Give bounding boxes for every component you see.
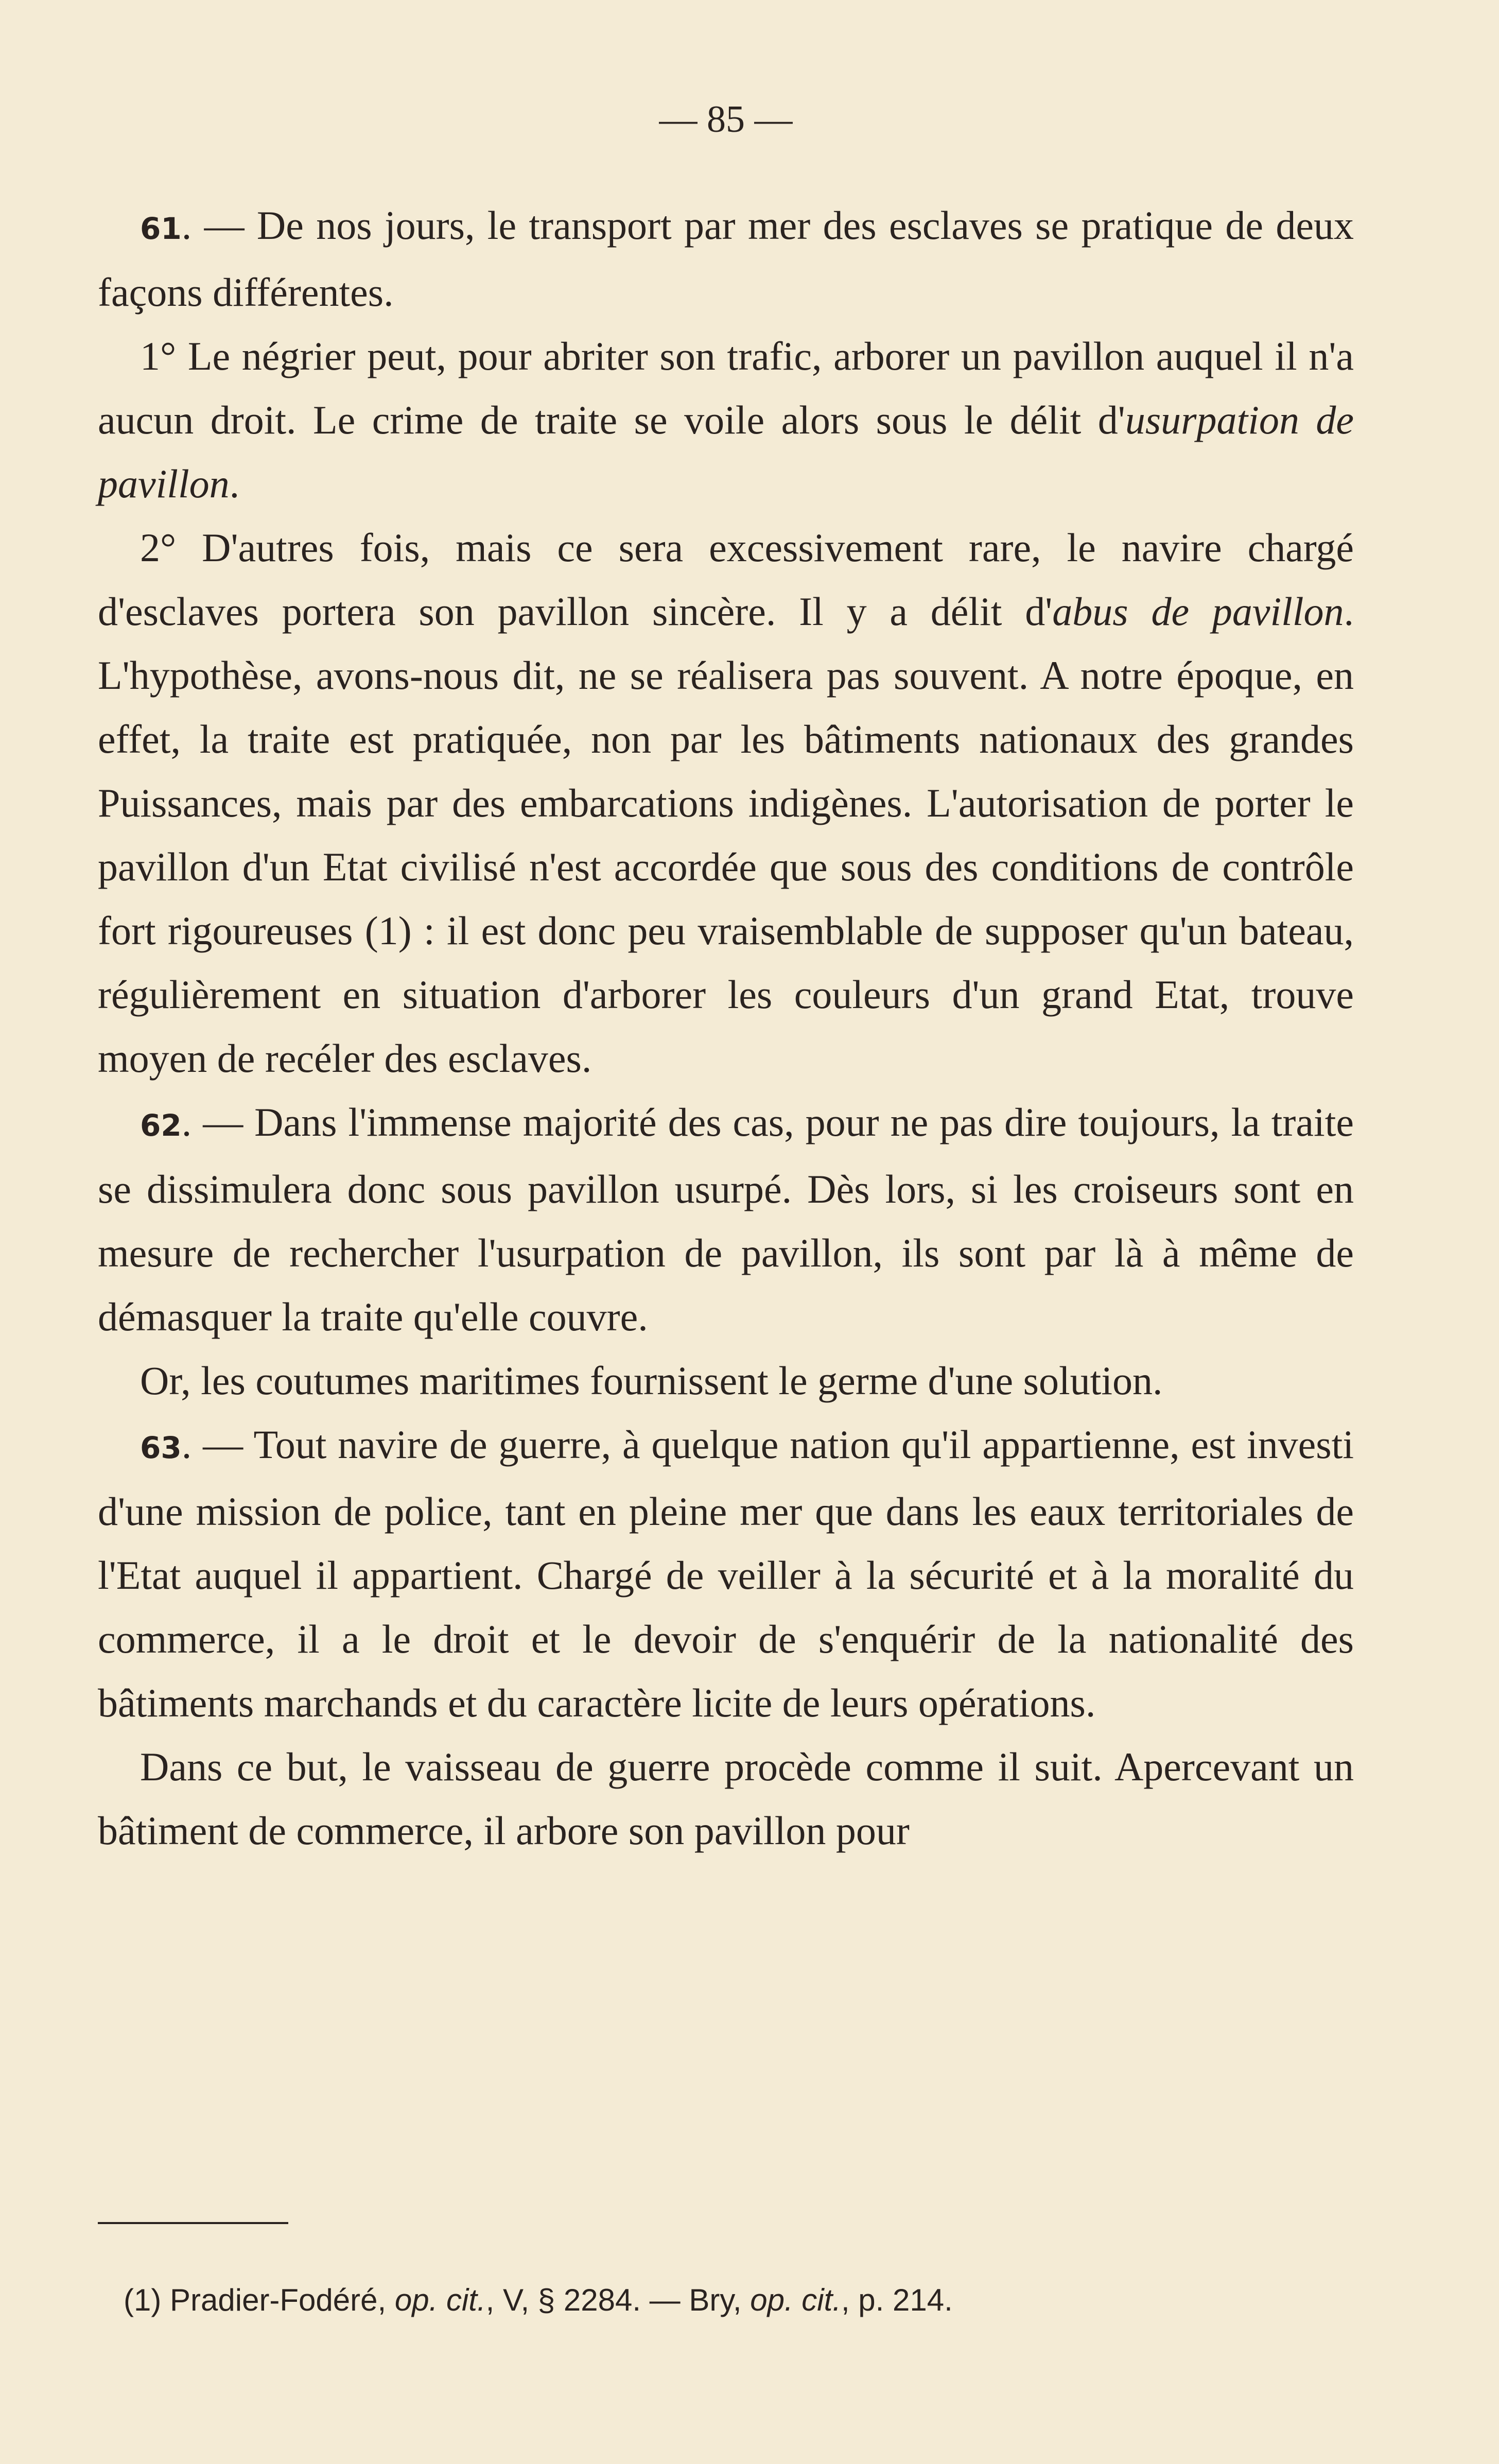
footnote-divider bbox=[98, 2222, 288, 2224]
italic-term: abus de pavillon bbox=[1052, 589, 1344, 634]
text-segment: . L'hypothèse, avons-nous dit, ne se réalisera pas souvent. A notre époque, en effet, la traite est pratiquée, non par les bâtiments nationaux des grandes Puissances, mais par des embarcations indigènes. L'autorisation de porter le pavillon d'un Etat civilisé n'est accordée que sous des conditions de contrôle fort rigoureuses (1) : il est donc peu vraisemblable de supposer qu'un bateau, régulièrement en situation d'arborer les couleurs d'un grand Etat, trouve moyen de recéler des esclaves. bbox=[98, 589, 1354, 1081]
footnote-text: , p. 214. bbox=[841, 2283, 953, 2317]
section-number: 62 bbox=[140, 1108, 182, 1143]
italic-term: usurpation de pavillon bbox=[98, 397, 1354, 506]
text-segment: . — Tout navire de guerre, à quelque nation qu'il appartienne, est investi d'une mission de police, tant en pleine mer que dans les eaux territoriales de l'Etat auquel il appartient. Chargé de veiller à la sécurité et à la moralité du commerce, il a le droit et le devoir de s'enquérir de la nationalité des bâtiments marchands et du caractère licite de leurs opérations. bbox=[98, 1422, 1354, 1725]
paragraph bbox=[98, 324, 1354, 516]
footnote-text: (1) Pradier-Fodéré, bbox=[124, 2283, 395, 2317]
body-text bbox=[98, 194, 1354, 1863]
paragraph bbox=[98, 1413, 1354, 1735]
paragraph bbox=[98, 1090, 1354, 1349]
text-segment: Or, les coutumes maritimes fournissent le germe d'une solution. bbox=[140, 1358, 1163, 1403]
footnote bbox=[124, 2281, 1359, 2320]
paragraph bbox=[98, 1735, 1354, 1863]
paragraph bbox=[98, 516, 1354, 1090]
paragraph bbox=[98, 1349, 1354, 1413]
paragraph bbox=[98, 194, 1354, 324]
text-segment: . bbox=[229, 461, 240, 506]
text-segment: . — Dans l'immense majorité des cas, pour ne pas dire toujours, la traite se dissimulera donc sous pavillon usurpé. Dès lors, si les croiseurs sont en mesure de rechercher l'usurpation de pavillon, ils sont par là à même de démasquer la traite qu'elle couvre. bbox=[98, 1100, 1354, 1339]
footnote-citation: op. cit. bbox=[394, 2283, 486, 2317]
footnote-text: , V, § 2284. — Bry, bbox=[485, 2283, 751, 2317]
text-segment: . — De nos jours, le transport par mer des esclaves se pratique de deux façons différentes. bbox=[98, 203, 1354, 315]
section-number: 61 bbox=[140, 211, 182, 246]
text-segment: 1° Le négrier peut, pour abriter son trafic, arborer un pavillon auquel il n'a aucun droit. Le crime de traite se voile alors sous le délit d' bbox=[98, 334, 1354, 442]
page-number: — 85 — bbox=[659, 98, 793, 141]
text-segment: 2° D'autres fois, mais ce sera excessivement rare, le navire chargé d'esclaves portera son pavillon sincère. Il y a délit d' bbox=[98, 525, 1354, 634]
footnote-citation: op. cit. bbox=[750, 2283, 841, 2317]
section-number: 63 bbox=[140, 1430, 182, 1465]
text-segment: Dans ce but, le vaisseau de guerre procède comme il suit. Apercevant un bâtiment de commerce, il arbore son pavillon pour bbox=[98, 1744, 1354, 1853]
